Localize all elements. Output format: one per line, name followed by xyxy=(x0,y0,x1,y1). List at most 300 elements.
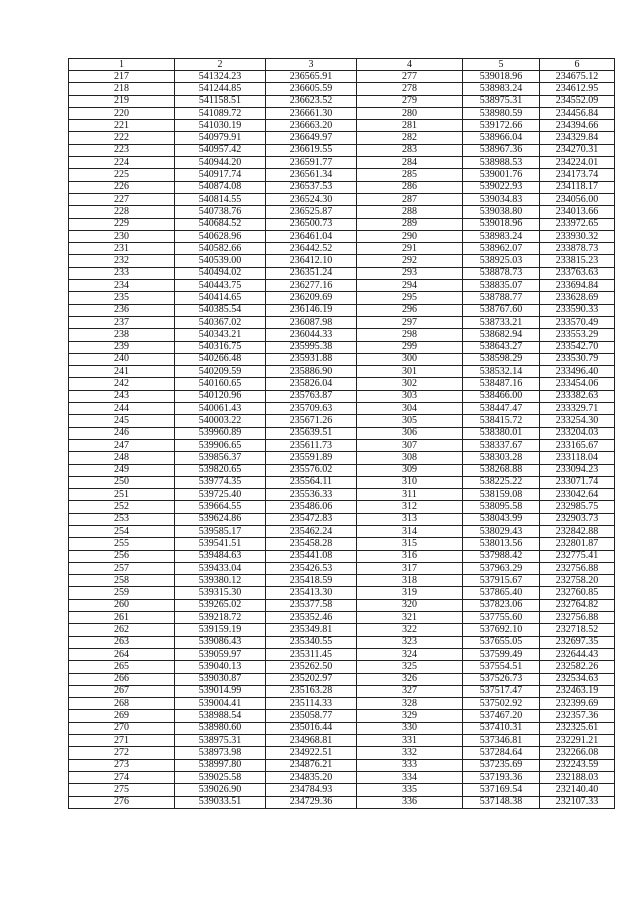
table-cell: 233382.63 xyxy=(540,390,615,402)
table-cell: 537755.60 xyxy=(463,612,540,624)
table-cell: 540385.54 xyxy=(175,304,266,316)
table-cell: 300 xyxy=(357,353,463,365)
table-cell: 537963.29 xyxy=(463,562,540,574)
table-row xyxy=(69,280,615,292)
table-cell: 539040.13 xyxy=(175,661,266,673)
table-cell: 236500.73 xyxy=(266,218,357,230)
table-cell: 540061.43 xyxy=(175,403,266,415)
table-cell: 539018.96 xyxy=(463,71,540,83)
table-cell: 235564.11 xyxy=(266,476,357,488)
table-cell: 539315.30 xyxy=(175,587,266,599)
table-cell: 232697.35 xyxy=(540,636,615,648)
table-cell: 251 xyxy=(69,489,175,501)
table-cell: 235709.63 xyxy=(266,403,357,415)
table-cell: 252 xyxy=(69,501,175,513)
table-cell: 538043.99 xyxy=(463,513,540,525)
table-cell: 537193.36 xyxy=(463,771,540,783)
table-cell: 538925.03 xyxy=(463,255,540,267)
table-cell: 232 xyxy=(69,255,175,267)
table-cell: 235462.24 xyxy=(266,525,357,537)
table-cell: 298 xyxy=(357,329,463,341)
coordinates-table xyxy=(68,58,615,809)
table-cell: 319 xyxy=(357,587,463,599)
table-cell: 269 xyxy=(69,710,175,722)
table-cell: 317 xyxy=(357,562,463,574)
table-cell: 279 xyxy=(357,95,463,107)
table-cell: 236044.33 xyxy=(266,329,357,341)
table-cell: 236619.55 xyxy=(266,144,357,156)
table-cell: 232107.33 xyxy=(540,796,615,808)
table-row xyxy=(69,710,615,722)
table-cell: 227 xyxy=(69,193,175,205)
table-cell: 235576.02 xyxy=(266,464,357,476)
table-cell: 250 xyxy=(69,476,175,488)
table-cell: 538835.07 xyxy=(463,280,540,292)
table-cell: 236649.97 xyxy=(266,132,357,144)
table-row xyxy=(69,735,615,747)
table-cell: 232718.52 xyxy=(540,624,615,636)
table-cell: 537823.06 xyxy=(463,599,540,611)
table-cell: 538268.88 xyxy=(463,464,540,476)
table-cell: 236561.34 xyxy=(266,169,357,181)
table-row xyxy=(69,230,615,242)
table-cell: 540957.42 xyxy=(175,144,266,156)
table-cell: 539906.65 xyxy=(175,439,266,451)
table-row xyxy=(69,550,615,562)
table-cell: 538159.08 xyxy=(463,489,540,501)
table-cell: 254 xyxy=(69,525,175,537)
table-cell: 236524.30 xyxy=(266,193,357,205)
table-cell: 234784.93 xyxy=(266,784,357,796)
table-cell: 236661.30 xyxy=(266,107,357,119)
table-cell: 246 xyxy=(69,427,175,439)
table-row xyxy=(69,292,615,304)
table-cell: 262 xyxy=(69,624,175,636)
table-cell: 273 xyxy=(69,759,175,771)
table-cell: 538095.58 xyxy=(463,501,540,513)
column-header: 5 xyxy=(463,59,540,71)
table-cell: 316 xyxy=(357,550,463,562)
table-cell: 253 xyxy=(69,513,175,525)
table-cell: 537148.38 xyxy=(463,796,540,808)
table-cell: 539218.72 xyxy=(175,612,266,624)
table-cell: 314 xyxy=(357,525,463,537)
table-cell: 228 xyxy=(69,206,175,218)
table-row xyxy=(69,243,615,255)
table-cell: 305 xyxy=(357,415,463,427)
table-row xyxy=(69,722,615,734)
table-cell: 329 xyxy=(357,710,463,722)
table-row xyxy=(69,390,615,402)
table-row xyxy=(69,513,615,525)
table-cell: 537655.05 xyxy=(463,636,540,648)
table-row xyxy=(69,353,615,365)
table-row xyxy=(69,206,615,218)
table-cell: 540367.02 xyxy=(175,316,266,328)
table-cell: 235639.51 xyxy=(266,427,357,439)
table-cell: 539664.55 xyxy=(175,501,266,513)
table-cell: 229 xyxy=(69,218,175,230)
table-row xyxy=(69,562,615,574)
table-cell: 265 xyxy=(69,661,175,673)
table-row xyxy=(69,747,615,759)
table-cell: 241 xyxy=(69,366,175,378)
table-cell: 232463.19 xyxy=(540,685,615,697)
table-cell: 270 xyxy=(69,722,175,734)
table-cell: 233815.23 xyxy=(540,255,615,267)
table-cell: 234612.95 xyxy=(540,83,615,95)
table-cell: 539380.12 xyxy=(175,575,266,587)
table-cell: 324 xyxy=(357,648,463,660)
table-cell: 221 xyxy=(69,120,175,132)
table-cell: 235418.59 xyxy=(266,575,357,587)
table-cell: 233042.64 xyxy=(540,489,615,501)
table-cell: 538447.47 xyxy=(463,403,540,415)
table-cell: 320 xyxy=(357,599,463,611)
table-cell: 235486.06 xyxy=(266,501,357,513)
table-cell: 233570.49 xyxy=(540,316,615,328)
table-row xyxy=(69,612,615,624)
table-cell: 236277.16 xyxy=(266,280,357,292)
table-cell: 242 xyxy=(69,378,175,390)
table-cell: 537988.42 xyxy=(463,550,540,562)
table-cell: 541158.51 xyxy=(175,95,266,107)
table-cell: 540628.96 xyxy=(175,230,266,242)
table-cell: 233694.84 xyxy=(540,280,615,292)
table-row xyxy=(69,624,615,636)
table-cell: 292 xyxy=(357,255,463,267)
table-row xyxy=(69,341,615,353)
table-cell: 232266.08 xyxy=(540,747,615,759)
table-row xyxy=(69,181,615,193)
table-row xyxy=(69,673,615,685)
table-cell: 235536.33 xyxy=(266,489,357,501)
table-cell: 299 xyxy=(357,341,463,353)
table-cell: 538767.60 xyxy=(463,304,540,316)
table-cell: 301 xyxy=(357,366,463,378)
header-row xyxy=(69,59,615,71)
table-row xyxy=(69,83,615,95)
table-cell: 235262.50 xyxy=(266,661,357,673)
table-cell: 537865.40 xyxy=(463,587,540,599)
table-cell: 217 xyxy=(69,71,175,83)
table-cell: 326 xyxy=(357,673,463,685)
table-cell: 538733.21 xyxy=(463,316,540,328)
table-row xyxy=(69,759,615,771)
table-cell: 259 xyxy=(69,587,175,599)
table-cell: 538983.24 xyxy=(463,230,540,242)
table-cell: 304 xyxy=(357,403,463,415)
table-cell: 287 xyxy=(357,193,463,205)
table-row xyxy=(69,575,615,587)
table-cell: 232243.59 xyxy=(540,759,615,771)
table-cell: 540944.20 xyxy=(175,157,266,169)
table-cell: 336 xyxy=(357,796,463,808)
table-cell: 282 xyxy=(357,132,463,144)
table-cell: 236663.20 xyxy=(266,120,357,132)
table-cell: 540160.65 xyxy=(175,378,266,390)
table-cell: 308 xyxy=(357,452,463,464)
table-cell: 312 xyxy=(357,501,463,513)
table-cell: 222 xyxy=(69,132,175,144)
table-row xyxy=(69,427,615,439)
table-cell: 540539.00 xyxy=(175,255,266,267)
table-cell: 235202.97 xyxy=(266,673,357,685)
table-cell: 297 xyxy=(357,316,463,328)
table-row xyxy=(69,415,615,427)
table-cell: 325 xyxy=(357,661,463,673)
table-cell: 233542.70 xyxy=(540,341,615,353)
table-cell: 236209.69 xyxy=(266,292,357,304)
table-cell: 235591.89 xyxy=(266,452,357,464)
table-row xyxy=(69,587,615,599)
table-cell: 538598.29 xyxy=(463,353,540,365)
table-cell: 539086.43 xyxy=(175,636,266,648)
table-cell: 235671.26 xyxy=(266,415,357,427)
table-cell: 538973.98 xyxy=(175,747,266,759)
table-cell: 539026.90 xyxy=(175,784,266,796)
table-cell: 234675.12 xyxy=(540,71,615,83)
table-cell: 234013.66 xyxy=(540,206,615,218)
table-cell: 541324.23 xyxy=(175,71,266,83)
table-cell: 234056.00 xyxy=(540,193,615,205)
table-cell: 313 xyxy=(357,513,463,525)
table-cell: 235413.30 xyxy=(266,587,357,599)
table-cell: 323 xyxy=(357,636,463,648)
table-cell: 234173.74 xyxy=(540,169,615,181)
table-cell: 232756.88 xyxy=(540,612,615,624)
table-cell: 260 xyxy=(69,599,175,611)
table-cell: 232644.43 xyxy=(540,648,615,660)
table-cell: 218 xyxy=(69,83,175,95)
table-row xyxy=(69,439,615,451)
table-row xyxy=(69,452,615,464)
table-cell: 539034.83 xyxy=(463,193,540,205)
table-row xyxy=(69,771,615,783)
table-cell: 235377.58 xyxy=(266,599,357,611)
table-row xyxy=(69,193,615,205)
table-cell: 539541.51 xyxy=(175,538,266,550)
table-cell: 230 xyxy=(69,230,175,242)
table-cell: 538380.01 xyxy=(463,427,540,439)
table-row xyxy=(69,648,615,660)
table-cell: 233329.71 xyxy=(540,403,615,415)
table-cell: 233553.29 xyxy=(540,329,615,341)
table-cell: 538983.24 xyxy=(463,83,540,95)
table-cell: 540414.65 xyxy=(175,292,266,304)
table-cell: 539022.93 xyxy=(463,181,540,193)
table-cell: 540874.08 xyxy=(175,181,266,193)
table-cell: 275 xyxy=(69,784,175,796)
table-row xyxy=(69,476,615,488)
table-cell: 226 xyxy=(69,181,175,193)
table-row xyxy=(69,599,615,611)
table-cell: 268 xyxy=(69,698,175,710)
table-cell: 234968.81 xyxy=(266,735,357,747)
column-header: 2 xyxy=(175,59,266,71)
table-cell: 233530.79 xyxy=(540,353,615,365)
table-cell: 233204.03 xyxy=(540,427,615,439)
table-cell: 224 xyxy=(69,157,175,169)
table-cell: 539004.41 xyxy=(175,698,266,710)
table-cell: 235311.45 xyxy=(266,648,357,660)
table-row xyxy=(69,366,615,378)
table-cell: 293 xyxy=(357,267,463,279)
table-cell: 539820.65 xyxy=(175,464,266,476)
table-cell: 335 xyxy=(357,784,463,796)
table-cell: 232399.69 xyxy=(540,698,615,710)
table-cell: 539265.02 xyxy=(175,599,266,611)
table-cell: 309 xyxy=(357,464,463,476)
table-row xyxy=(69,71,615,83)
table-cell: 235458.28 xyxy=(266,538,357,550)
column-header: 1 xyxy=(69,59,175,71)
table-row xyxy=(69,403,615,415)
table-cell: 295 xyxy=(357,292,463,304)
table-cell: 234876.21 xyxy=(266,759,357,771)
table-row xyxy=(69,169,615,181)
table-cell: 234456.84 xyxy=(540,107,615,119)
table-cell: 274 xyxy=(69,771,175,783)
table-cell: 232188.03 xyxy=(540,771,615,783)
table-cell: 537692.10 xyxy=(463,624,540,636)
table-cell: 294 xyxy=(357,280,463,292)
table-cell: 281 xyxy=(357,120,463,132)
table-cell: 278 xyxy=(357,83,463,95)
table-cell: 234270.31 xyxy=(540,144,615,156)
table-row xyxy=(69,538,615,550)
table-cell: 256 xyxy=(69,550,175,562)
table-cell: 247 xyxy=(69,439,175,451)
table-row xyxy=(69,464,615,476)
table-row xyxy=(69,316,615,328)
table-cell: 327 xyxy=(357,685,463,697)
table-cell: 315 xyxy=(357,538,463,550)
table-cell: 234729.36 xyxy=(266,796,357,808)
table-cell: 255 xyxy=(69,538,175,550)
table-cell: 538029.43 xyxy=(463,525,540,537)
table-cell: 288 xyxy=(357,206,463,218)
table-cell: 539585.17 xyxy=(175,525,266,537)
table-cell: 234224.01 xyxy=(540,157,615,169)
table-cell: 249 xyxy=(69,464,175,476)
table-cell: 539624.86 xyxy=(175,513,266,525)
table-cell: 539018.96 xyxy=(463,218,540,230)
table-cell: 306 xyxy=(357,427,463,439)
table-row xyxy=(69,489,615,501)
table-cell: 235826.04 xyxy=(266,378,357,390)
table-cell: 284 xyxy=(357,157,463,169)
table-cell: 291 xyxy=(357,243,463,255)
table-cell: 290 xyxy=(357,230,463,242)
table-row xyxy=(69,120,615,132)
table-cell: 540684.52 xyxy=(175,218,266,230)
table-cell: 236087.98 xyxy=(266,316,357,328)
table-cell: 537235.69 xyxy=(463,759,540,771)
table-cell: 307 xyxy=(357,439,463,451)
table-cell: 318 xyxy=(357,575,463,587)
table-cell: 540343.21 xyxy=(175,329,266,341)
table-cell: 272 xyxy=(69,747,175,759)
table-cell: 257 xyxy=(69,562,175,574)
table-cell: 541244.85 xyxy=(175,83,266,95)
table-cell: 311 xyxy=(357,489,463,501)
table-cell: 232842.88 xyxy=(540,525,615,537)
table-row xyxy=(69,95,615,107)
table-cell: 233628.69 xyxy=(540,292,615,304)
table-cell: 233094.23 xyxy=(540,464,615,476)
table-cell: 289 xyxy=(357,218,463,230)
table-cell: 235 xyxy=(69,292,175,304)
table-cell: 538643.27 xyxy=(463,341,540,353)
table-cell: 248 xyxy=(69,452,175,464)
table-cell: 538988.54 xyxy=(175,710,266,722)
table-cell: 539038.80 xyxy=(463,206,540,218)
table-row xyxy=(69,501,615,513)
table-row xyxy=(69,698,615,710)
table-cell: 220 xyxy=(69,107,175,119)
table-cell: 539172.66 xyxy=(463,120,540,132)
table-cell: 538967.36 xyxy=(463,144,540,156)
table-cell: 540266.48 xyxy=(175,353,266,365)
table-row xyxy=(69,132,615,144)
table-cell: 233 xyxy=(69,267,175,279)
table-cell: 266 xyxy=(69,673,175,685)
table-cell: 271 xyxy=(69,735,175,747)
table-cell: 302 xyxy=(357,378,463,390)
table-cell: 238 xyxy=(69,329,175,341)
table-cell: 538487.16 xyxy=(463,378,540,390)
table-cell: 225 xyxy=(69,169,175,181)
table-cell: 261 xyxy=(69,612,175,624)
table-cell: 538013.56 xyxy=(463,538,540,550)
table-cell: 236461.04 xyxy=(266,230,357,242)
table-cell: 538975.31 xyxy=(463,95,540,107)
table-cell: 537410.31 xyxy=(463,722,540,734)
table-cell: 540814.55 xyxy=(175,193,266,205)
table-cell: 235058.77 xyxy=(266,710,357,722)
table-cell: 234552.09 xyxy=(540,95,615,107)
table-cell: 540738.76 xyxy=(175,206,266,218)
table-row xyxy=(69,304,615,316)
table-cell: 234118.17 xyxy=(540,181,615,193)
table-cell: 244 xyxy=(69,403,175,415)
table-cell: 236 xyxy=(69,304,175,316)
table-cell: 232985.75 xyxy=(540,501,615,513)
table-cell: 540003.22 xyxy=(175,415,266,427)
table-cell: 258 xyxy=(69,575,175,587)
table-cell: 539725.40 xyxy=(175,489,266,501)
table-cell: 231 xyxy=(69,243,175,255)
table-cell: 537554.51 xyxy=(463,661,540,673)
table-cell: 236565.91 xyxy=(266,71,357,83)
table-cell: 540209.59 xyxy=(175,366,266,378)
table-cell: 236591.77 xyxy=(266,157,357,169)
table-cell: 538466.00 xyxy=(463,390,540,402)
table-cell: 541030.19 xyxy=(175,120,266,132)
table-cell: 236605.59 xyxy=(266,83,357,95)
table-cell: 236525.87 xyxy=(266,206,357,218)
table-cell: 538878.73 xyxy=(463,267,540,279)
table-cell: 540979.91 xyxy=(175,132,266,144)
table-cell: 538997.80 xyxy=(175,759,266,771)
table-cell: 267 xyxy=(69,685,175,697)
table-cell: 232758.20 xyxy=(540,575,615,587)
column-header: 4 xyxy=(357,59,463,71)
table-cell: 245 xyxy=(69,415,175,427)
table-cell: 280 xyxy=(357,107,463,119)
table-cell: 233254.30 xyxy=(540,415,615,427)
